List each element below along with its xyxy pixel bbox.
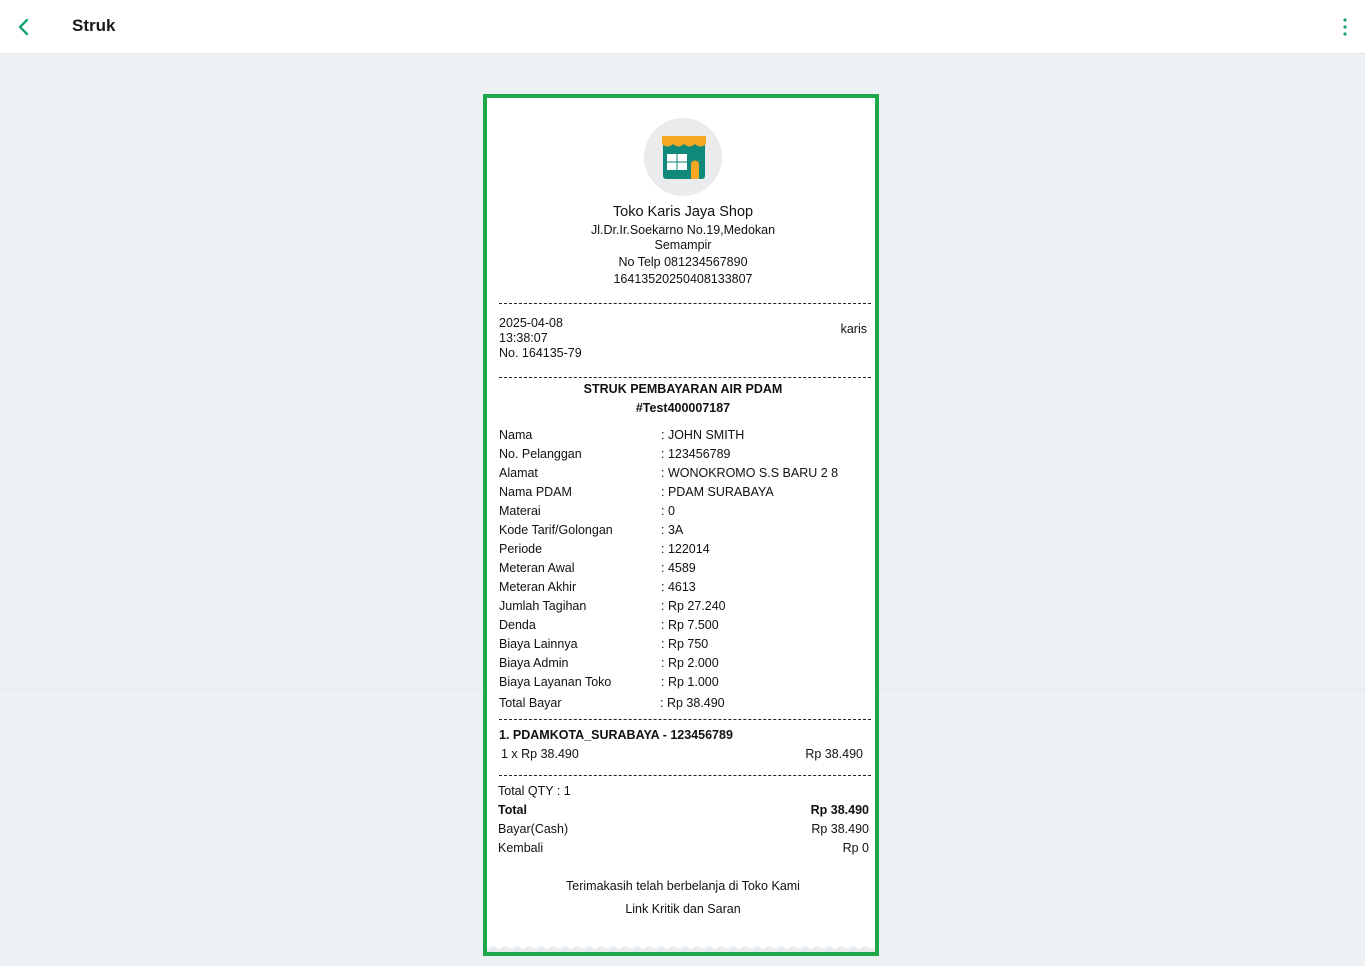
back-button[interactable]: [12, 14, 38, 40]
detail-row: [499, 466, 867, 485]
detail-label: Alamat: [499, 466, 538, 480]
store-phone: No Telp 081234567890: [618, 255, 748, 269]
detail-label: Total Bayar: [499, 696, 562, 710]
detail-label: Materai: [499, 504, 541, 518]
paid-value: Rp 38.490: [811, 822, 869, 836]
detail-row: [499, 561, 867, 580]
detail-label: Denda: [499, 618, 536, 632]
detail-row: [499, 485, 867, 504]
detail-row: [499, 580, 867, 599]
item-qty-price: 1 x Rp 38.490: [501, 747, 579, 761]
paid-label: Bayar(Cash): [498, 822, 569, 836]
detail-label: Nama PDAM: [499, 485, 572, 499]
detail-row: [499, 447, 867, 466]
total-label: Total: [498, 803, 527, 817]
detail-value: : PDAM SURABAYA: [661, 485, 774, 499]
detail-row: [499, 618, 867, 637]
feedback-link-label: Link Kritik dan Saran: [625, 902, 741, 916]
top-app-bar: [0, 0, 1365, 54]
detail-row: [499, 637, 867, 656]
cashier-name: karis: [840, 322, 867, 336]
detail-row-total: [499, 696, 867, 715]
change-label: Kembali: [498, 841, 544, 855]
store-address-line1: Jl.Dr.Ir.Soekarno No.19,Medokan: [590, 223, 776, 237]
store-icon: [644, 118, 722, 196]
receipt-preview: [483, 94, 879, 956]
detail-value: : 3A: [661, 523, 684, 537]
more-vertical-icon: [1335, 14, 1355, 40]
detail-value: : JOHN SMITH: [661, 428, 745, 442]
item-subtotal: Rp 38.490: [805, 747, 863, 761]
total-value: Rp 38.490: [810, 803, 869, 817]
detail-value: : Rp 7.500: [661, 618, 719, 632]
detail-value: : Rp 1.000: [661, 675, 719, 689]
receipt-content: [499, 98, 867, 952]
detail-label: Kode Tarif/Golongan: [499, 523, 613, 537]
detail-row: [499, 504, 867, 523]
detail-label: Biaya Admin: [499, 656, 569, 670]
receipt-title: STRUK PEMBAYARAN AIR PDAM: [583, 382, 783, 396]
detail-label: Biaya Layanan Toko: [499, 675, 612, 689]
change-value: Rp 0: [842, 841, 869, 855]
detail-label: Periode: [499, 542, 543, 556]
receipt-number: No. 164135-79: [499, 346, 582, 360]
detail-row: [499, 428, 867, 447]
detail-value: : Rp 750: [661, 637, 709, 651]
detail-value: : 123456789: [661, 447, 731, 461]
store-address-line2: Semampir: [654, 238, 712, 252]
detail-row: [499, 523, 867, 542]
detail-value: : WONOKROMO S.S BARU 2 8: [661, 466, 839, 480]
store-logo: [644, 118, 722, 196]
dashed-separator: [499, 775, 871, 776]
page-title: Struk: [72, 16, 116, 35]
detail-label: Meteran Awal: [499, 561, 575, 575]
detail-label: Biaya Lainnya: [499, 637, 578, 651]
detail-value: : 122014: [661, 542, 710, 556]
chevron-left-icon: [12, 14, 38, 40]
dashed-separator: [499, 377, 871, 378]
receipt-date: 2025-04-08: [499, 316, 563, 330]
detail-value: : 0: [661, 504, 675, 518]
more-options-button[interactable]: [1335, 14, 1355, 40]
detail-label: Nama: [499, 428, 533, 442]
detail-label: Jumlah Tagihan: [499, 599, 587, 613]
total-qty: Total QTY : 1: [498, 784, 571, 798]
receipt-time: 13:38:07: [499, 331, 548, 345]
detail-row: [499, 599, 867, 618]
detail-value: : Rp 27.240: [661, 599, 726, 613]
detail-label: No. Pelanggan: [499, 447, 582, 461]
receipt-reference: #Test400007187: [635, 401, 731, 415]
dashed-separator: [499, 303, 871, 304]
store-name: Toko Karis Jaya Shop: [612, 204, 754, 220]
dashed-separator: [499, 719, 871, 720]
thank-you-message: Terimakasih telah berbelanja di Toko Kami: [566, 879, 800, 893]
store-id: 16413520250408133807: [613, 272, 753, 286]
detail-row: [499, 656, 867, 675]
receipt-torn-edge: [487, 946, 875, 952]
detail-value: : 4613: [661, 580, 696, 594]
detail-row: [499, 675, 867, 694]
detail-value: : Rp 2.000: [661, 656, 719, 670]
detail-value: : Rp 38.490: [660, 696, 725, 710]
item-name: 1. PDAMKOTA_SURABAYA - 123456789: [499, 728, 733, 742]
detail-row: [499, 542, 867, 561]
detail-label: Meteran Akhir: [499, 580, 577, 594]
detail-value: : 4589: [661, 561, 696, 575]
